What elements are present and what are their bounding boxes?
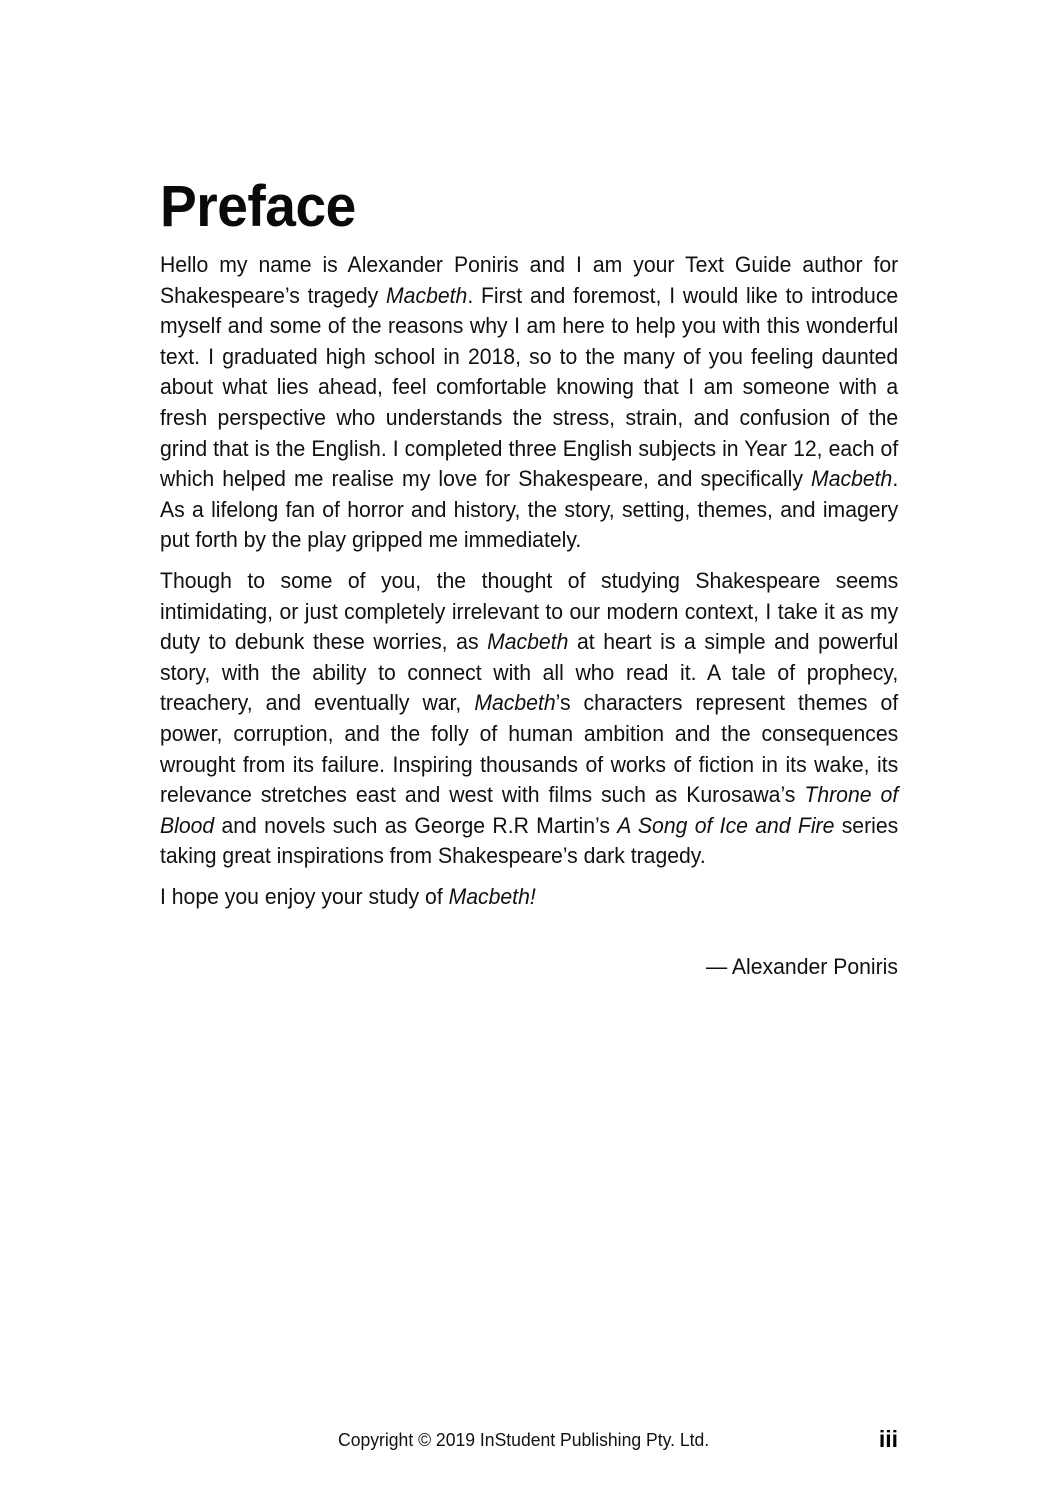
italic-title: Throne of Blood [160,782,899,838]
italic-title: Macbeth [386,282,468,308]
paragraph-intro: Hello my name is Alexander Poniris and I am your Text Guide author for Shakespeare’s tragedy Macbeth. First and foremost, I would like to introduce myself and some of the reasons why I am here to help you with this wonderful text. I graduated high school in 2018, so to the many of you feeling daunted about what lies ahead, feel comfortable knowing that I am someone with a fresh perspective who understands the stress, strain, and confusion of the grind that is the English. I completed three English subjects in Year 12, each of which helped me realise my love for Shakespeare, and specifically Macbeth. As a lifelong fan of horror and history, the story, setting, themes, and imagery put forth by the play gripped me immediately. [160,252,899,553]
paragraph-closing: I hope you enjoy your study of Macbeth! [160,883,536,909]
copyright-notice: Copyright © 2019 InStudent Publishing Pty. Ltd. [338,1429,710,1450]
italic-title: A Song of Ice and Fire [617,812,835,838]
preface-body [160,250,898,912]
paragraph-relevance: Though to some of you, the thought of studying Shakespeare seems intimidating, or just completely irrelevant to our modern context, I take it as my duty to debunk these worries, as Macbeth at heart is a simple and powerful story, with the ability to connect with all who read it. A tale of prophecy, treachery, and eventually war, Macbeth’s characters represent themes of power, corruption, and the folly of human ambition and the consequences wrought from its failure. Inspiring thousands of works of fiction in its wake, its relevance stretches east and west with films such as Kurosawa’s Throne of Blood and novels such as George R.R Martin’s A Song of Ice and Fire series taking great inspirations from Shakespeare’s dark tragedy. [160,567,899,869]
page-footer [0,1428,1057,1458]
page-content [160,174,899,983]
author-signature: — Alexander Poniris [706,954,898,980]
italic-title: Macbeth [811,466,893,492]
italic-title: Macbeth [487,629,569,655]
italic-title: Macbeth [474,690,556,716]
page-number: iii [878,1426,898,1452]
page-title: Preface [160,174,356,239]
italic-title: Macbeth! [448,883,536,909]
